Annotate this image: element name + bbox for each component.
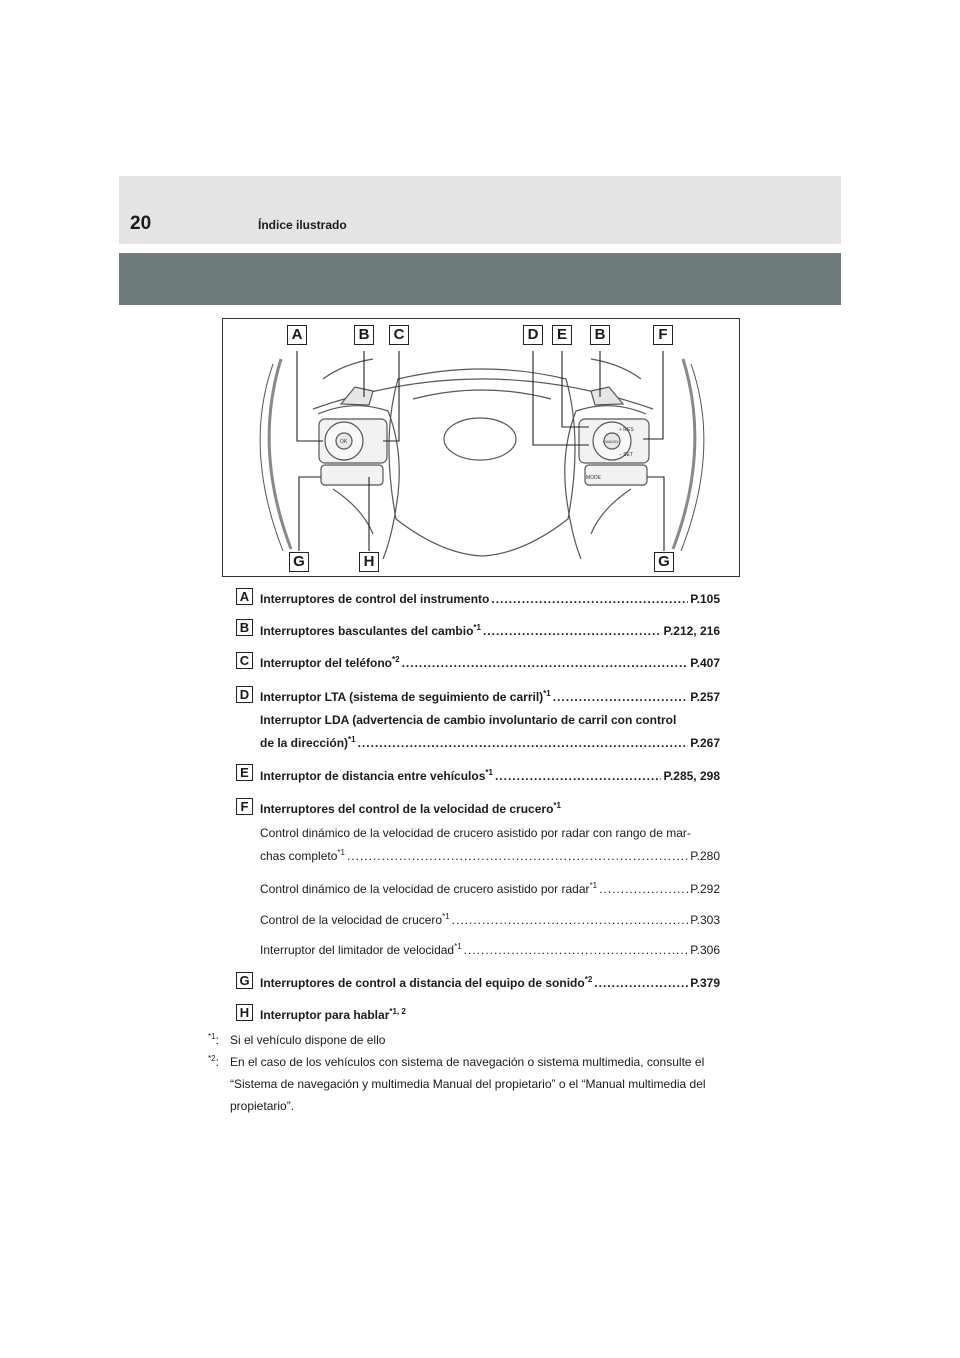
figure-label-g: G <box>289 552 309 572</box>
entry-badge-h: H <box>236 1004 253 1021</box>
page-reference: P.407 <box>690 656 720 670</box>
index-subentry: Interruptor del limitador de velocidad$^{*1}$ ..... P.306 <box>260 942 720 958</box>
entry-badge-e: E <box>236 764 253 781</box>
index-subentry: Control de la velocidad de crucero$^{*1}$ ..... P.303 <box>260 912 720 928</box>
cancel-button-text: CANCEL <box>603 439 620 444</box>
index-entry: Interruptores de control del instrumento ..... P.105 <box>260 591 720 607</box>
page-reference: P.257 <box>690 690 720 704</box>
footnote-2: $^{*2}$: En el caso de los vehículos con sistema de navegación o sistema multimedia, consulte el “Sistema de navegación y multimedia Manual del propietario” o el “Manual multimedia del propietario”. <box>208 1051 748 1117</box>
index-entry: Interruptor de distancia entre vehículos$^{*1}$ ..... P.285, 298 <box>260 768 720 784</box>
index-entry-heading: Interruptores del control de la velocidad de crucero$^{*1}$ <box>260 801 561 816</box>
footnote-text: Si el vehículo dispone de ello <box>230 1033 386 1047</box>
res-button-text: + RES <box>619 427 634 433</box>
figure-label-e: E <box>552 325 572 345</box>
index-entry: Interruptores basculantes del cambio$^{*1}$ ..... P.212, 216 <box>260 623 720 639</box>
index-entry: Interruptor LTA (sistema de seguimiento de carril)$^{*1}$ ..... P.257 <box>260 689 720 705</box>
page-reference: P.303 <box>690 913 720 927</box>
figure-label-b-right: B <box>590 325 610 345</box>
page-number: 20 <box>130 213 152 234</box>
section-band <box>119 253 841 305</box>
ok-button-text: OK <box>340 439 348 445</box>
page-reference: P.306 <box>690 943 720 957</box>
figure-label-h: H <box>359 552 379 572</box>
index-subentry: Control dinámico de la velocidad de crucero asistido por radar con rango de mar- <box>260 826 691 840</box>
figure-label-d: D <box>523 325 543 345</box>
header-bar <box>119 176 841 244</box>
figure-label-f: F <box>653 325 673 345</box>
figure-label-a: A <box>287 325 307 345</box>
entry-badge-b: B <box>236 619 253 636</box>
page-reference: P.292 <box>690 882 720 896</box>
steering-wheel-drawing <box>223 319 741 578</box>
index-entry: Interruptor para hablar$^{*1, 2}$ <box>260 1007 406 1022</box>
entry-badge-a: A <box>236 588 253 605</box>
index-subentry: Control dinámico de la velocidad de crucero asistido por radar$^{*1}$ ..... P.292 <box>260 881 720 897</box>
page-reference: P.379 <box>690 976 720 990</box>
entry-badge-c: C <box>236 652 253 669</box>
figure-label-b: B <box>354 325 374 345</box>
entry-badge-g: G <box>236 972 253 989</box>
footnote-1: $^{*1}$: Si el vehículo dispone de ello <box>208 1029 748 1051</box>
entry-badge-d: D <box>236 686 253 703</box>
index-entry: de la dirección)$^{*1}$ ..... P.267 <box>260 735 720 751</box>
index-entry: Interruptores de control a distancia del equipo de sonido$^{*2}$ ..... P.379 <box>260 975 720 991</box>
mode-button-text: MODE <box>586 475 601 481</box>
index-entry: Interruptor del teléfono$^{*2}$ ..... P.407 <box>260 655 720 671</box>
set-button-text: − SET <box>619 452 634 458</box>
page-reference: P.105 <box>690 592 720 606</box>
index-entry-continued: Interruptor LDA (advertencia de cambio involuntario de carril con control <box>260 713 677 727</box>
entry-badge-f: F <box>236 798 253 815</box>
page-reference: P.212, 216 <box>663 624 720 638</box>
page-reference: P.280 <box>690 849 720 863</box>
figure-label-g-right: G <box>654 552 674 572</box>
figure-label-c: C <box>389 325 409 345</box>
index-subentry: chas completo$^{*1}$ ..... P.280 <box>260 848 720 864</box>
footnote-text: En el caso de los vehículos con sistema de navegación o sistema multimedia, consulte el “Sistema de navegación y multimedia Manual del propietario” o el “Manual multimedia del propietario”. <box>230 1055 706 1113</box>
section-title: Índice ilustrado <box>258 218 347 232</box>
steering-wheel-figure <box>222 318 740 577</box>
page-reference: P.267 <box>690 736 720 750</box>
page-reference: P.285, 298 <box>663 769 720 783</box>
